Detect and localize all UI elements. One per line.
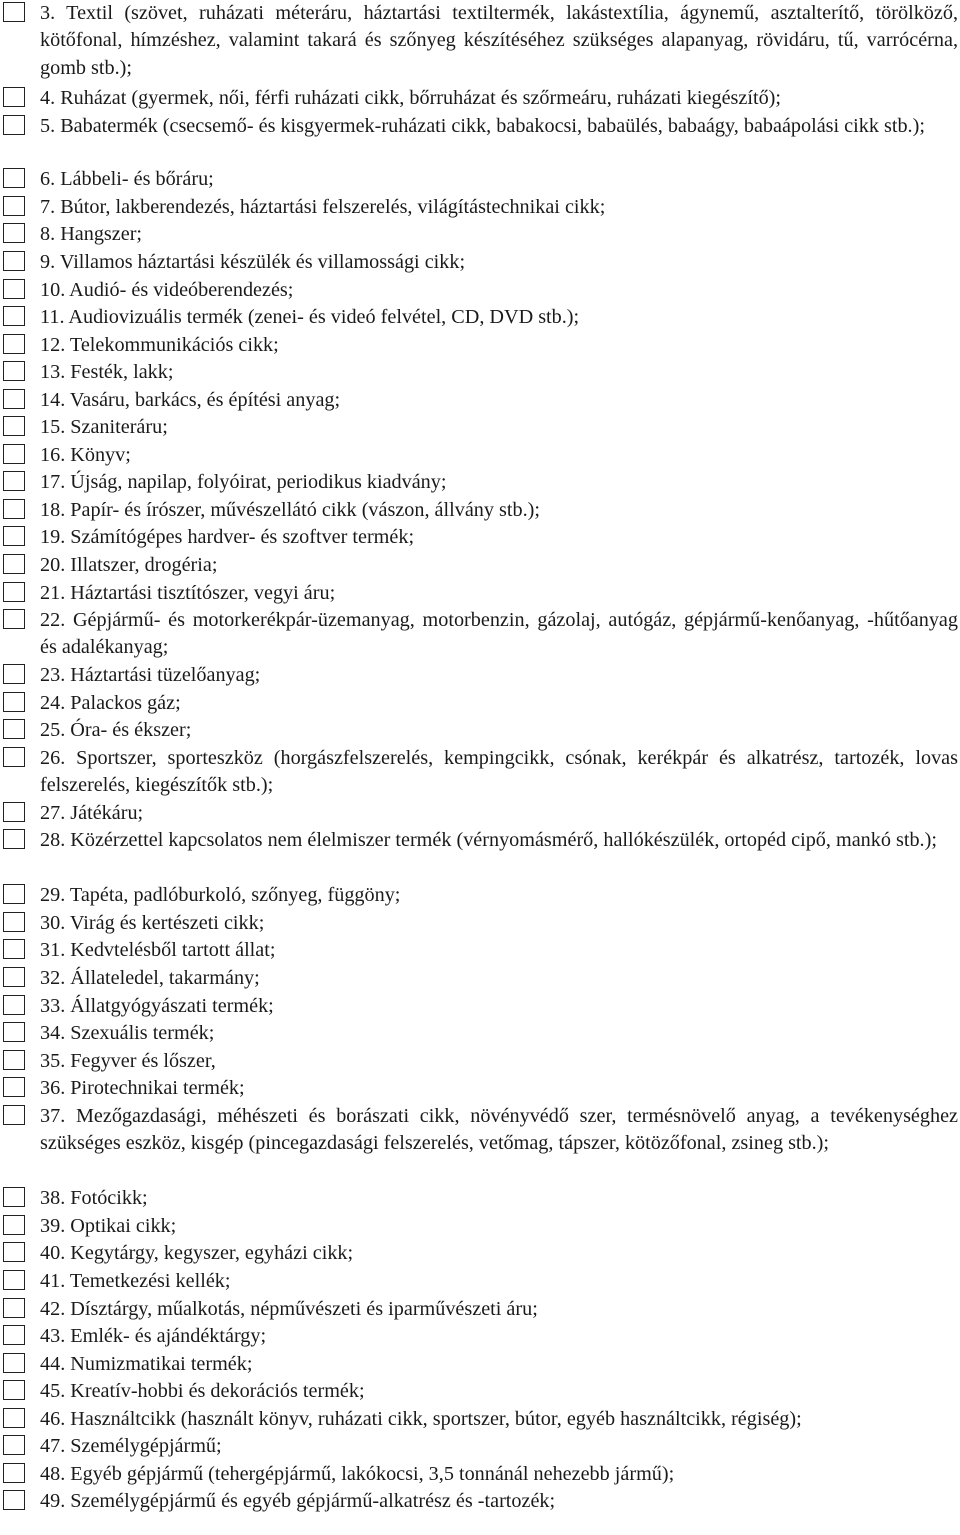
- checkbox[interactable]: [3, 1077, 25, 1097]
- checkbox[interactable]: [3, 802, 25, 822]
- item-label: 16. Könyv;: [40, 444, 131, 466]
- checkbox[interactable]: [3, 223, 25, 243]
- checkbox[interactable]: [3, 361, 25, 381]
- item-label: 37. Mezőgazdasági, méhészeti és borászati cikk, növényvédő szer, termésnövelő anyag, a tevékenységhez szükséges eszköz, kisgép (pincegazdasági felszerelés, vetőmag, tápszer, kötözőfonal, zsineg stb.);: [40, 1105, 958, 1155]
- item-label: 15. Szaniteráru;: [40, 416, 168, 438]
- checkbox[interactable]: [3, 664, 25, 684]
- checkbox[interactable]: [3, 306, 25, 326]
- checkbox[interactable]: [3, 747, 25, 767]
- item-label: 36. Pirotechnikai termék;: [40, 1077, 245, 1099]
- item-label: 19. Számítógépes hardver- és szoftver termék;: [40, 526, 415, 548]
- checkbox[interactable]: [3, 526, 25, 546]
- checkbox[interactable]: [3, 884, 25, 904]
- item-label: 17. Újság, napilap, folyóirat, periodikus kiadvány;: [40, 471, 447, 493]
- item-label: 34. Szexuális termék;: [40, 1022, 215, 1044]
- item-label: 5. Babatermék (csecsemő- és kisgyermek-ruházati cikk, babakocsi, babaülés, babaágy, babaápolási cikk stb.);: [40, 115, 925, 137]
- checkbox[interactable]: [3, 416, 25, 436]
- item-label: 8. Hangszer;: [40, 223, 143, 245]
- checkbox[interactable]: [3, 196, 25, 216]
- item-label: 23. Háztartási tüzelőanyag;: [40, 664, 261, 686]
- item-label: 22. Gépjármű- és motorkerékpár-üzemanyag, motorbenzin, gázolaj, autógáz, gépjármű-kenőanyag, -hűtőanyag és adalékanyag;: [40, 609, 958, 659]
- item-label: 32. Állateledel, takarmány;: [40, 967, 260, 989]
- checkbox[interactable]: [3, 1270, 25, 1290]
- checkbox[interactable]: [3, 1435, 25, 1455]
- item-label: 24. Palackos gáz;: [40, 692, 181, 714]
- checkbox[interactable]: [3, 251, 25, 271]
- checkbox[interactable]: [3, 1380, 25, 1400]
- item-label: 12. Telekommunikációs cikk;: [40, 334, 279, 356]
- item-label: 27. Játékáru;: [40, 802, 144, 824]
- checkbox[interactable]: [3, 471, 25, 491]
- checkbox[interactable]: [3, 1463, 25, 1483]
- item-label: 45. Kreatív-hobbi és dekorációs termék;: [40, 1380, 365, 1402]
- item-label: 33. Állatgyógyászati termék;: [40, 995, 274, 1017]
- checkbox[interactable]: [3, 995, 25, 1015]
- item-label: 39. Optikai cikk;: [40, 1215, 177, 1237]
- item-label: 31. Kedvtelésből tartott állat;: [40, 939, 276, 961]
- item-label: 30. Virág és kertészeti cikk;: [40, 912, 265, 934]
- checkbox[interactable]: [3, 334, 25, 354]
- checkbox[interactable]: [3, 939, 25, 959]
- item-label: 29. Tapéta, padlóburkoló, szőnyeg, függöny;: [40, 884, 401, 906]
- checkbox[interactable]: [3, 389, 25, 409]
- checkbox[interactable]: [3, 1187, 25, 1207]
- checkbox[interactable]: [3, 1242, 25, 1262]
- checkbox[interactable]: [3, 1408, 25, 1428]
- item-label: 21. Háztartási tisztítószer, vegyi áru;: [40, 582, 336, 604]
- checkbox[interactable]: [3, 1050, 25, 1070]
- item-label: 28. Közérzettel kapcsolatos nem élelmiszer termék (vérnyomásmérő, hallókészülék, ortopéd cipő, mankó stb.);: [40, 829, 937, 851]
- item-label: 48. Egyéb gépjármű (tehergépjármű, lakókocsi, 3,5 tonnánál nehezebb jármű);: [40, 1463, 675, 1485]
- checkbox[interactable]: [3, 279, 25, 299]
- item-label: 6. Lábbeli- és bőráru;: [40, 168, 214, 190]
- checkbox[interactable]: [3, 912, 25, 932]
- item-label: 18. Papír- és írószer, művészellátó cikk (vászon, állvány stb.);: [40, 499, 540, 521]
- item-label: 3. Textil (szövet, ruházati méteráru, háztartási textiltermék, lakástextília, ágynemű, asztalterítő, törölköző, kötőfonal, hímzéshez, valamint takará és szőnyeg készítéséhez szükséges alapanyag, rövidáru, tű, varrócérna, gomb stb.);: [40, 2, 958, 79]
- checkbox[interactable]: [3, 582, 25, 602]
- checkbox[interactable]: [3, 1298, 25, 1318]
- item-label: 25. Óra- és ékszer;: [40, 719, 192, 741]
- checkbox[interactable]: [3, 1215, 25, 1235]
- checkbox[interactable]: [3, 554, 25, 574]
- checkbox[interactable]: [3, 444, 25, 464]
- checkbox[interactable]: [3, 1353, 25, 1373]
- item-label: 49. Személygépjármű és egyéb gépjármű-alkatrész és -tartozék;: [40, 1490, 556, 1512]
- checkbox[interactable]: [3, 719, 25, 739]
- item-label: 20. Illatszer, drogéria;: [40, 554, 218, 576]
- checkbox[interactable]: [3, 1022, 25, 1042]
- item-label: 7. Bútor, lakberendezés, háztartási felszerelés, világítástechnikai cikk;: [40, 196, 606, 218]
- item-label: 11. Audiovizuális termék (zenei- és videó felvétel, CD, DVD stb.);: [40, 306, 580, 328]
- item-label: 46. Használtcikk (használt könyv, ruházati cikk, sportszer, bútor, egyéb használtcikk, régiség);: [40, 1408, 802, 1430]
- item-label: 4. Ruházat (gyermek, női, férfi ruházati cikk, bőrruházat és szőrmeáru, ruházati kiegészítő);: [40, 87, 782, 109]
- item-label: 10. Audió- és videóberendezés;: [40, 279, 294, 301]
- checkbox[interactable]: [3, 2, 25, 22]
- checkbox[interactable]: [3, 967, 25, 987]
- item-label: 14. Vasáru, barkács, és építési anyag;: [40, 389, 341, 411]
- checkbox[interactable]: [3, 829, 25, 849]
- checkbox[interactable]: [3, 499, 25, 519]
- item-label: 47. Személygépjármű;: [40, 1435, 222, 1457]
- checkbox[interactable]: [3, 1105, 25, 1125]
- item-label: 9. Villamos háztartási készülék és villamossági cikk;: [40, 251, 466, 273]
- item-label: 13. Festék, lakk;: [40, 361, 174, 383]
- item-label: 43. Emlék- és ajándéktárgy;: [40, 1325, 267, 1347]
- item-label: 38. Fotócikk;: [40, 1187, 148, 1209]
- checkbox[interactable]: [3, 692, 25, 712]
- item-label: 41. Temetkezési kellék;: [40, 1270, 231, 1292]
- checkbox[interactable]: [3, 609, 25, 629]
- item-label: 40. Kegytárgy, kegyszer, egyházi cikk;: [40, 1242, 354, 1264]
- checkbox[interactable]: [3, 87, 25, 107]
- checkbox[interactable]: [3, 168, 25, 188]
- item-label: 26. Sportszer, sporteszköz (horgászfelszerelés, kempingcikk, csónak, kerékpár és alkatrész, tartozék, lovas felszerelés, kiegészítők stb.);: [40, 747, 958, 797]
- item-label: 44. Numizmatikai termék;: [40, 1353, 253, 1375]
- item-label: 42. Dísztárgy, műalkotás, népművészeti és iparművészeti áru;: [40, 1298, 538, 1320]
- checkbox[interactable]: [3, 1490, 25, 1510]
- checkbox[interactable]: [3, 115, 25, 135]
- checkbox[interactable]: [3, 1325, 25, 1345]
- item-label: 35. Fegyver és lőszer,: [40, 1050, 216, 1072]
